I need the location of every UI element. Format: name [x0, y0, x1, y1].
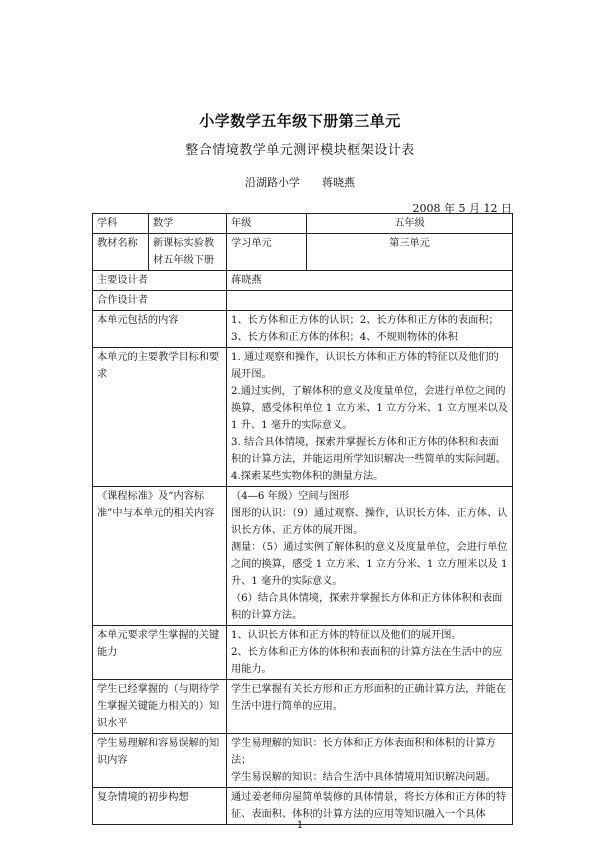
key-ability-item: 2、长方体和正方体的体积和表面积的计算方法在生活中的应用能力。 [231, 647, 503, 675]
goal-item: 1. 通过观察和操作，认识长方体和正方体的特征以及他们的展开图。 [231, 352, 499, 380]
difficulty-cell [227, 734, 513, 788]
key-ability-label: 本单元要求学生掌握的关键能力 [93, 626, 227, 680]
difficulty-item: 学生易理解的知识：长方体和正方体表面积和体积的计算方法； [231, 738, 496, 766]
difficulty-item: 学生易误解的知识：结合生活中具体情境用知识解决问题。 [231, 772, 496, 783]
designer-label: 主要设计者 [93, 271, 227, 291]
table-row [93, 680, 513, 734]
goal-item: 3. 结合具体情境，探索并掌握长方体和正方体的体积和表面积的计算方法，并能运用所学知识解决一些简单的实际问题。 [231, 437, 507, 465]
collaborator-value [227, 291, 513, 311]
design-table [92, 213, 513, 825]
goal-item: 2.通过实例，了解体积的意义及度量单位，会进行单位之间的换算，感受体积单位 1 立方米、1 立方分米、1 立方厘米以及 1 升、1 毫升的实际意义。 [231, 386, 508, 431]
author-name: 蒋晓燕 [322, 176, 355, 189]
difficulty-label: 学生易理解和容易误解的知识内容 [93, 734, 227, 788]
table-row [93, 348, 513, 487]
document-subtitle: 整合情境教学单元测评模块框架设计表 [185, 143, 415, 158]
standard-cell [227, 487, 513, 626]
table-row [93, 234, 513, 271]
standard-item: 测量：（5）通过实例了解体积的意义及度量单位，会进行单位之间的换算，感受 1 立方米、1 立方分米、1 立方厘米以及 1 升、1 毫升的实际意义。 [231, 542, 508, 587]
table-row [93, 271, 513, 291]
content-cell [227, 311, 513, 348]
prior-knowledge-label: 学生已经掌握的（与期待学生掌握关键能力相关的）知识水平 [93, 680, 227, 734]
collaborator-label: 合作设计者 [93, 291, 227, 311]
textbook-label: 教材名称 [93, 234, 149, 271]
table-row [93, 291, 513, 311]
page-number: 1 [296, 820, 304, 831]
goal-item: 4.探索某些实物体积的测量方法。 [231, 471, 384, 482]
document-title: 小学数学五年级下册第三单元 [199, 112, 401, 130]
unit-label: 学习单元 [227, 234, 307, 271]
designer-value: 蒋晓燕 [227, 271, 513, 291]
table-row [93, 487, 513, 626]
unit-value: 第三单元 [307, 234, 513, 271]
document-date: 2008 年 5 月 12 日 [412, 202, 512, 215]
table-row [93, 788, 513, 825]
standard-label: 《课程标准》及“内容标准”中与本单元的相关内容 [93, 487, 227, 626]
textbook-value: 新课标实验教材五年级下册 [149, 234, 227, 271]
subject-value: 数学 [149, 214, 227, 234]
standard-item: （6）结合具体情境，探索并掌握长方体和正方体体积和表面积的计算方法。 [231, 593, 503, 621]
grade-label: 年级 [227, 214, 307, 234]
subject-label: 学科 [93, 214, 149, 234]
table-row [93, 214, 513, 234]
standard-item: （4—6 年级）空间与图形 [231, 491, 350, 502]
key-ability-cell [227, 626, 513, 680]
goals-label: 本单元的主要教学目标和要求 [93, 348, 227, 487]
standard-item: 图形的认识：（9）通过观察、操作，认识长方体、正方体、认识长方体、正方体的展开图。 [231, 508, 508, 536]
table-row [93, 734, 513, 788]
scenario-label: 复杂情境的初步构想 [93, 788, 227, 825]
author-line [0, 174, 600, 190]
content-line: 3、长方体和正方体的体积；4、不规则物体的体积 [231, 332, 458, 343]
school-name: 沿湖路小学 [245, 176, 300, 189]
prior-knowledge-value: 学生已掌握有关长方形和正方形面积的正确计算方法，并能在生活中进行简单的应用。 [227, 680, 513, 734]
scenario-value: 通过姜老师房屋简单装修的具体情景，将长方体和正方体的特征、表面积、体积的计算方法的应用等知识融入一个具体 [227, 788, 513, 825]
content-line: 1、长方体和正方体的认识；2、长方体和正方体的表面积； [231, 315, 499, 326]
key-ability-item: 1、认识长方体和正方体的特征以及他们的展开图。 [231, 630, 462, 641]
goals-cell [227, 348, 513, 487]
table-row [93, 626, 513, 680]
table-row [93, 311, 513, 348]
content-label: 本单元包括的内容 [93, 311, 227, 348]
grade-value: 五年级 [307, 214, 513, 234]
